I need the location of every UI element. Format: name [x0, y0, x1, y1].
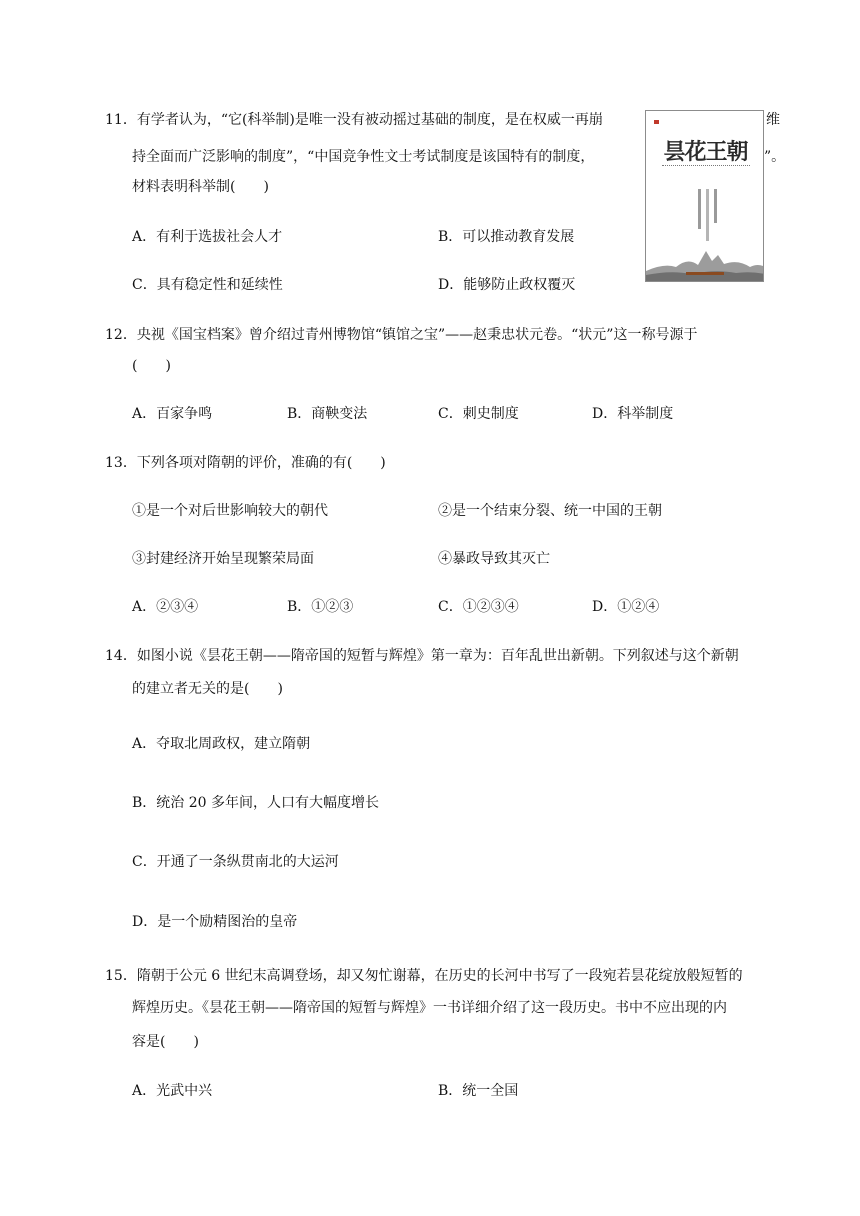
cover-publisher-mark: [686, 272, 724, 275]
q13-item-3: ③封建经济开始呈现繁荣局面: [132, 551, 314, 567]
q11-option-b: B．可以推动教育发展: [438, 229, 575, 245]
q12-stem-line-2: ( ): [132, 358, 171, 374]
q14-stem-line-1: 14．如图小说《昙花王朝——隋帝国的短暂与辉煌》第一章为：百年乱世出新朝。下列叙述与这个新朝: [105, 648, 739, 664]
q11-stem-line-1: 11．有学者认为，“它(科举制)是唯一没有被动摇过基础的制度，是在权威一再崩: [105, 112, 603, 128]
q13-option-c: C．①②③④: [438, 599, 519, 615]
q11-stem-line-2: 持全面而广泛影响的制度”，“中国竞争性文士考试制度是该国特有的制度，: [132, 149, 595, 165]
q12-option-c: C．刺史制度: [438, 406, 519, 422]
cover-text-column: [706, 189, 709, 241]
q11-stem-line-1-end: 维: [766, 112, 780, 128]
q14-option-a: A．夺取北周政权，建立隋朝: [132, 736, 311, 752]
cover-subtitle-line: [662, 165, 750, 169]
q13-item-2: ②是一个结束分裂、统一中国的王朝: [438, 503, 662, 519]
q13-option-a: A．②③④: [132, 599, 199, 615]
q12-option-d: D．科举制度: [592, 406, 674, 422]
q14-option-c: C．开通了一条纵贯南北的大运河: [132, 854, 339, 870]
q15-stem-line-2: 辉煌历史。《昙花王朝——隋帝国的短暂与辉煌》一书详细介绍了这一段历史。书中不应出现的内: [132, 1000, 727, 1016]
cover-seal-mark: [654, 120, 659, 124]
q13-stem: 13．下列各项对隋朝的评价，准确的有( ): [105, 455, 386, 471]
q13-option-b: B．①②③: [287, 599, 354, 615]
cover-title: 昙花王朝: [663, 139, 748, 165]
q11-option-d: D．能够防止政权覆灭: [438, 277, 576, 293]
q14-option-b: B．统治 20 多年间，人口有大幅度增长: [132, 795, 380, 811]
q12-option-a: A．百家争鸣: [132, 406, 213, 422]
q12-stem-line-1: 12．央视《国宝档案》曾介绍过青州博物馆“镇馆之宝”——赵秉忠状元卷。“状元”这一称号源于: [105, 327, 698, 343]
cover-text-column: [714, 189, 717, 223]
book-cover-image: [645, 110, 764, 282]
q11-stem-line-2-end: ”。: [764, 149, 786, 165]
q14-option-d: D．是一个励精图治的皇帝: [132, 914, 298, 930]
cover-text-column: [698, 189, 701, 229]
q13-option-d: D．①②④: [592, 599, 660, 615]
q11-option-c: C．具有稳定性和延续性: [132, 277, 283, 293]
q13-item-4: ④暴政导致其灭亡: [438, 551, 550, 567]
q15-option-b: B．统一全国: [438, 1083, 519, 1099]
q12-option-b: B．商鞅变法: [287, 406, 368, 422]
q15-stem-line-1: 15．隋朝于公元 6 世纪末高调登场，却又匆忙谢幕，在历史的长河中书写了一段宛若昙花绽放般短暂的: [105, 968, 743, 984]
q13-item-1: ①是一个对后世影响较大的朝代: [132, 503, 328, 519]
q15-option-a: A．光武中兴: [132, 1083, 213, 1099]
q15-stem-line-3: 容是( ): [132, 1034, 199, 1050]
q14-stem-line-2: 的建立者无关的是( ): [132, 681, 283, 697]
q11-stem-line-3: 材料表明科举制( ): [132, 179, 269, 195]
q11-option-a: A．有利于选拔社会人才: [132, 229, 283, 245]
